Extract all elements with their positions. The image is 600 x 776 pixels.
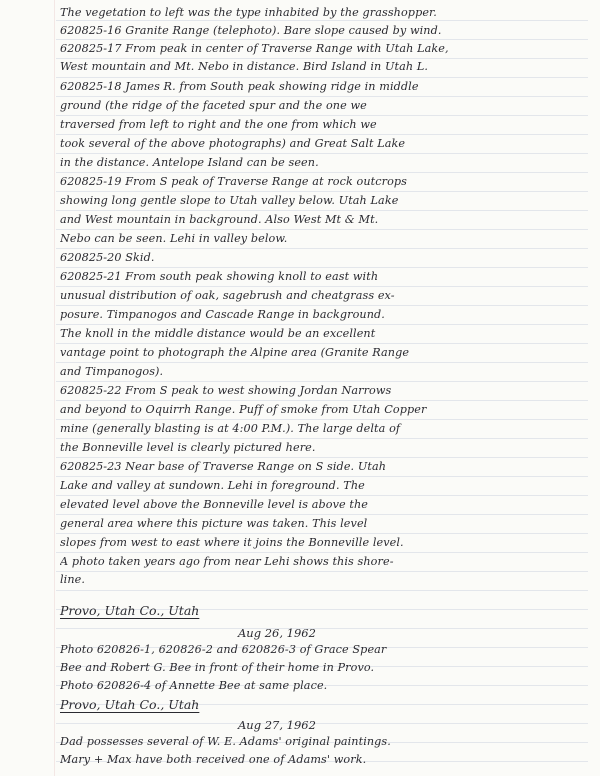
- ruled-line: [56, 153, 588, 154]
- ruled-line: [56, 305, 588, 306]
- ruled-line: [56, 324, 588, 325]
- text-line: 620825-16 Granite Range (telephoto). Bare slope caused by wind.: [60, 24, 442, 37]
- text-line: slopes from west to east where it joins the Bonneville level.: [60, 536, 404, 549]
- text-line: in the distance. Antelope Island can be seen.: [60, 156, 319, 169]
- text-line: Photo 620826-4 of Annette Bee at same place.: [60, 679, 328, 692]
- ruled-line: [56, 419, 588, 420]
- ruled-line: [56, 590, 588, 591]
- text-line: ground (the ridge of the faceted spur and the one we: [60, 99, 367, 112]
- ruled-line: [56, 571, 588, 572]
- ruled-line: [56, 495, 588, 496]
- text-line: 620825-18 James R. from South peak showing ridge in middle: [60, 80, 419, 93]
- text-line: posure. Timpanogos and Cascade Range in background.: [60, 308, 385, 321]
- text-line: West mountain and Mt. Nebo in distance. Bird Island in Utah L.: [60, 60, 429, 73]
- ruled-line: [56, 115, 588, 116]
- section-heading: Provo, Utah Co., Utah: [60, 697, 200, 712]
- text-line: Photo 620826-1, 620826-2 and 620826-3 of Grace Spear: [60, 643, 387, 656]
- ruled-line: [56, 533, 588, 534]
- text-line: Dad possesses several of W. E. Adams' original paintings.: [60, 735, 391, 748]
- ruled-line: [56, 58, 588, 59]
- ruled-line: [56, 628, 588, 629]
- text-line: and Timpanogos).: [60, 365, 164, 378]
- ruled-line: [56, 400, 588, 401]
- text-line: Bee and Robert G. Bee in front of their home in Provo.: [60, 661, 375, 674]
- ruled-line: [56, 343, 588, 344]
- text-line: elevated level above the Bonneville level is above the: [60, 498, 369, 511]
- ruled-line: [56, 39, 588, 40]
- text-line: A photo taken years ago from near Lehi shows this shore-: [60, 555, 394, 568]
- ruled-line: [56, 248, 588, 249]
- text-line: line.: [60, 573, 86, 586]
- text-line: Mary + Max have both received one of Adams' work.: [60, 753, 367, 766]
- text-line: traversed from left to right and the one from which we: [60, 118, 377, 131]
- ruled-line: [56, 723, 588, 724]
- ruled-line: [56, 267, 588, 268]
- entry-date: Aug 26, 1962: [238, 626, 316, 640]
- ruled-line: [56, 134, 588, 135]
- section-heading: Provo, Utah Co., Utah: [60, 603, 200, 618]
- text-line: and West mountain in background. Also West Mt & Mt.: [60, 213, 379, 226]
- ruled-line: [56, 286, 588, 287]
- ruled-line: [56, 381, 588, 382]
- text-line: 620825-21 From south peak showing knoll to east with: [60, 270, 379, 283]
- text-line: 620825-17 From peak in center of Traverse Range with Utah Lake,: [60, 42, 449, 55]
- ruled-line: [56, 552, 588, 553]
- ruled-line: [56, 514, 588, 515]
- margin-line: [54, 0, 55, 776]
- ruled-line: [56, 172, 588, 173]
- text-line: 620825-20 Skid.: [60, 251, 155, 264]
- ruled-line: [56, 457, 588, 458]
- text-line: 620825-19 From S peak of Traverse Range at rock outcrops: [60, 175, 408, 188]
- ruled-line: [56, 229, 588, 230]
- ruled-line: [56, 476, 588, 477]
- text-line: unusual distribution of oak, sagebrush and cheatgrass ex-: [60, 289, 395, 302]
- text-line: general area where this picture was taken. This level: [60, 517, 368, 530]
- ruled-line: [56, 96, 588, 97]
- ruled-line: [56, 191, 588, 192]
- text-line: mine (generally blasting is at 4:00 P.M.). The large delta of: [60, 422, 401, 435]
- text-line: showing long gentle slope to Utah valley below. Utah Lake: [60, 194, 399, 207]
- entry-date: Aug 27, 1962: [238, 718, 316, 732]
- ruled-line: [56, 77, 588, 78]
- text-line: took several of the above photographs) and Great Salt Lake: [60, 137, 406, 150]
- text-line: and beyond to Oquirrh Range. Puff of smoke from Utah Copper: [60, 403, 427, 416]
- ruled-line: [56, 210, 588, 211]
- text-line: 620825-23 Near base of Traverse Range on S side. Utah: [60, 460, 387, 473]
- text-line: the Bonneville level is clearly pictured here.: [60, 441, 316, 454]
- ruled-line: [56, 438, 588, 439]
- text-line: The knoll in the middle distance would be an excellent: [60, 327, 376, 340]
- text-line: 620825-22 From S peak to west showing Jordan Narrows: [60, 384, 392, 397]
- ruled-line: [56, 20, 588, 21]
- ruled-line: [56, 362, 588, 363]
- text-line: The vegetation to left was the type inhabited by the grasshopper.: [60, 6, 437, 19]
- text-line: vantage point to photograph the Alpine area (Granite Range: [60, 346, 410, 359]
- text-line: Lake and valley at sundown. Lehi in foreground. The: [60, 479, 365, 492]
- text-line: Nebo can be seen. Lehi in valley below.: [60, 232, 288, 245]
